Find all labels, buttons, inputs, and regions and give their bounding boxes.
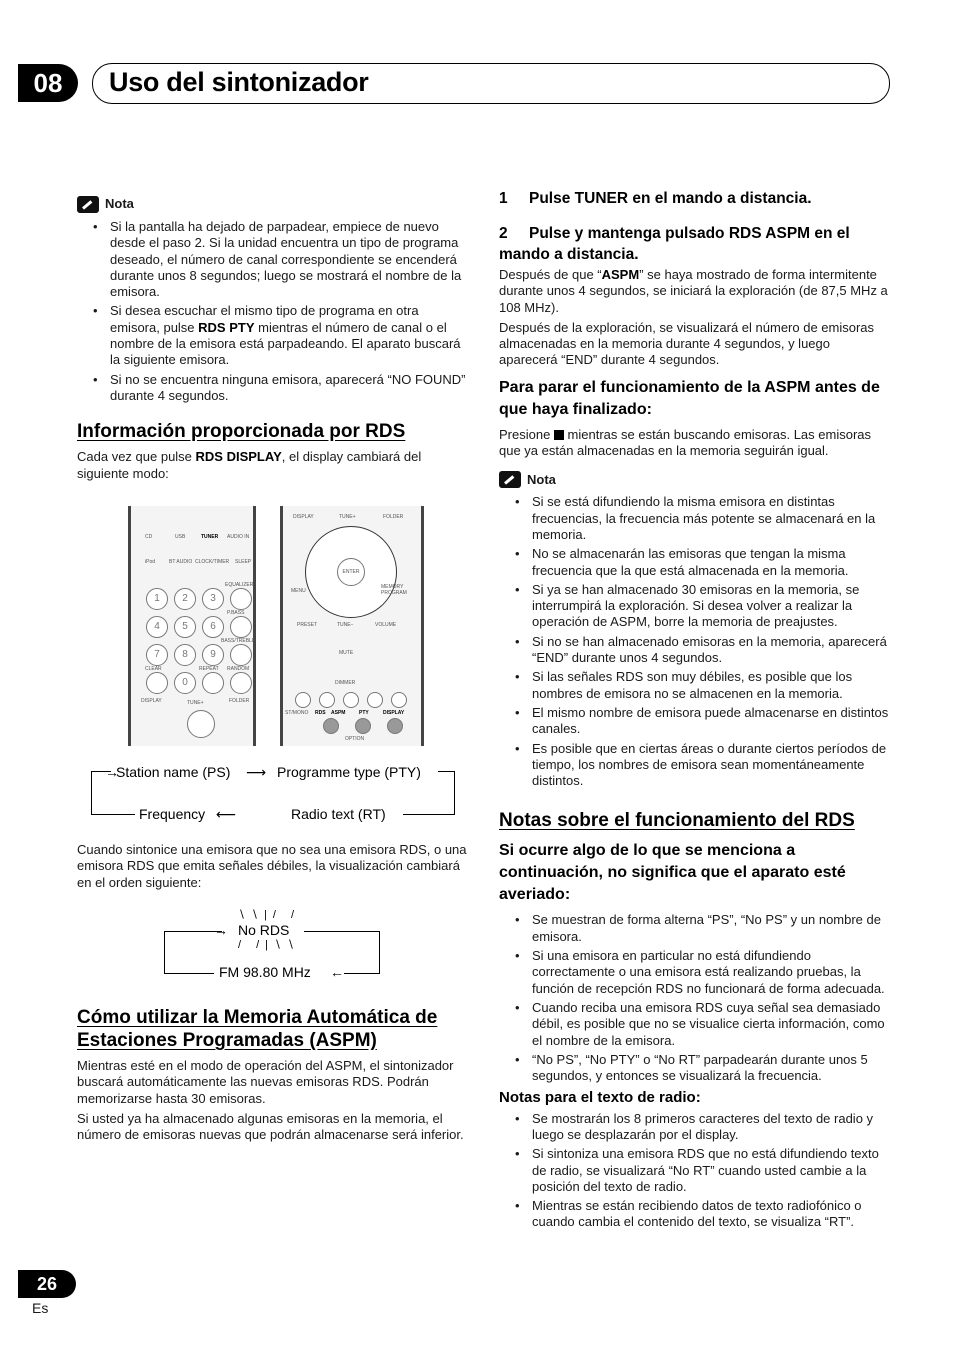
page-title: Uso del sintonizador [109,67,369,97]
note-item: • Si no se han almacenado emisoras en la memoria, aparecerá “END” durante unos 4 segundos. [532,634,891,667]
trouble-list [499,912,891,1084]
trouble-item: • Se muestran de forma alterna “PS”, “No PS” y un nombre de emisora. [532,912,891,945]
step-2: 2 Pulse y mantenga pulsado RDS ASPM en el mando a distancia. [499,225,850,263]
note-item: • Si la pantalla ha dejado de parpadear, empiece de nuevo desde el paso 2. Si la unidad encuentra un tipo de programa deseado, el número de canal correspondiente se encenderá durante unos 8 segundos; luego se mostrará el nombre de la emisora. [110,219,467,300]
note-item: • El mismo nombre de emisora puede almacenarse en distintos canales. [532,705,891,738]
page-language: Es [32,1300,49,1316]
non-rds-paragraph: Cuando sintonice una emisora que no sea una emisora RDS, o una emisora RDS que emita señales débiles, la visualización cambiará en el orden siguiente: [77,842,467,890]
trouble-item: • Cuando reciba una emisora RDS cuya señal sea demasiado débil, es posible que no se visualice cierta información, como el nombre de la emisora. [532,1000,891,1049]
note-item: • Es posible que en ciertas áreas o durante ciertos períodos de tiempo, los nombres de emisora sean momentáneamente distintos. [532,741,891,790]
flow-station-name: Station name (PS) [116,764,231,780]
rds-notes-heading: Notas sobre el funcionamiento del RDS [499,810,855,832]
flow-frequency: Frequency [139,806,206,822]
note-item: • Si las señales RDS son muy débiles, es posible que los nombres de emisora no se almacenen en la memoria. [532,669,891,702]
aspm-heading: Cómo utilizar la Memoria Automática de Estaciones Programadas (ASPM) [77,1007,438,1051]
stop-aspm-paragraph: Presione mientras se están buscando emisoras. Las emisoras que ya están almacenadas en la memoria seguirán igual. [499,426,872,459]
remote-control-illustration [122,506,424,746]
note-item: • Si ya se han almacenado 30 emisoras en la memoria, se interrumpirá la exploración. Si desea volver a realizar la operación de ASPM, borre la memoria de preajustes. [532,582,891,631]
pencil-note-icon [77,196,99,213]
radio-item: • Mientras se están recibiendo datos de texto radiofónico o cuando cambia el contenido del texto, se visualiza “RT”. [532,1198,891,1231]
note-header [77,196,467,213]
flow-no-rds: No RDS [238,922,290,938]
aspm-paragraph-2: Si usted ya ha almacenado algunas emisoras en la memoria, el número de emisoras nuevas que podrán almacenarse será inferior. [77,1110,464,1143]
after-scan-paragraph: Después de la exploración, se visualizará el número de emisoras almacenadas en la memoria durante 4 segundos, y luego aparecerá “END” durante 4 segundos. [499,319,875,368]
note-item: • No se almacenarán las emisoras que tengan la misma frecuencia que la que está almacenada en la memoria. [532,546,891,579]
radio-text-list [499,1111,891,1231]
aspm-note-list [499,494,891,789]
rds-intro: Cada vez que pulse RDS DISPLAY, el display cambiará del siguiente modo: [77,449,422,481]
remote-left-panel: CD USB TUNER AUDIO IN iPod BT AUDIO CLOCK/TIMER SLEEP EQUALIZER P.BASS BASS/TREBLE CLEAR REPEAT RANDOM DISPLAY TUNE+ FOLDER 1 2 3 4 5 6 7 8 9 0 [128,506,256,746]
chapter-badge: 08 [18,64,78,102]
pencil-note-icon [499,471,521,488]
flow-programme-type: Programme type (PTY) [277,764,421,780]
aspm-paragraph-1: Mientras esté en el modo de operación del ASPM, el sintonizador buscará automáticamente las nuevas emisoras RDS. Podrán memorizarse hasta 30 emisoras. [77,1058,454,1106]
trouble-heading: Si ocurre algo de lo que se menciona a continuación, no significa que el aparato esté averiado: [499,842,846,904]
stop-icon [554,430,564,440]
flow-fm-frequency: FM 98.80 MHz [219,964,311,980]
note-item: • Si no se encuentra ninguna emisora, aparecerá “NO FOUND” durante 4 segundos. [110,372,467,405]
stop-aspm-heading: Para parar el funcionamiento de la ASPM antes de que haya finalizado: [499,378,880,418]
page-number: 26 [18,1270,76,1298]
left-column [77,196,467,486]
radio-text-heading: Notas para el texto de radio: [499,1089,701,1107]
flow-radio-text: Radio text (RT) [291,806,386,822]
aspm-section [77,990,467,1147]
page-title-box [92,63,890,104]
rds-info-heading: Información proporcionada por RDS [77,421,406,443]
aspm-blink-paragraph: Después de que “ASPM” se haya mostrado de forma intermitente durante unos 4 segundos, se iniciará la exploración (de 87,5 MHz a 108 MHz). [499,267,888,315]
note-item: • Si desea escuchar el mismo tipo de programa en otra emisora, pulse RDS PTY mientras el número de canal o el nombre de la emisora está parpadeando. El aparato buscará la siguiente emisora. [110,303,467,368]
note-item: • Si se está difundiendo la misma emisora en distintas frecuencias, la frecuencia más potente se almacenará en la memoria. [532,494,891,543]
radio-item: • Se mostrarán los 8 primeros caracteres del texto de radio y luego se desplazarán por el display. [532,1111,891,1144]
trouble-item: • Si una emisora en particular no está difundiendo correctamente o una emisora está realizando pruebas, la función de recepción RDS no funcionará de forma adecuada. [532,948,891,997]
note-label: Nota [105,196,134,212]
step-1: 1 Pulse TUNER en el mando a distancia. [499,190,812,207]
radio-item: • Si sintoniza una emisora RDS que no está difundiendo texto de radio, se visualizará “No RT” cuando usted cambie a la posición del texto de radio. [532,1146,891,1195]
remote-right-panel: DISPLAY TUNE+ FOLDER ENTER MENU MEMORY PROGRAM PRESET TUNE− VOLUME MUTE DIMMER ST/MONO RDS ASPM PTY DISPLAY OPTION [280,506,424,746]
note-label: Nota [527,471,556,487]
note-header-2 [499,471,891,488]
note-list [77,219,467,404]
trouble-item: • “No PS”, “No PTY” o “No RT” parpadearán durante unos 5 segundos, y entonces se visualizará la frecuencia. [532,1052,891,1085]
right-column [499,188,891,1237]
